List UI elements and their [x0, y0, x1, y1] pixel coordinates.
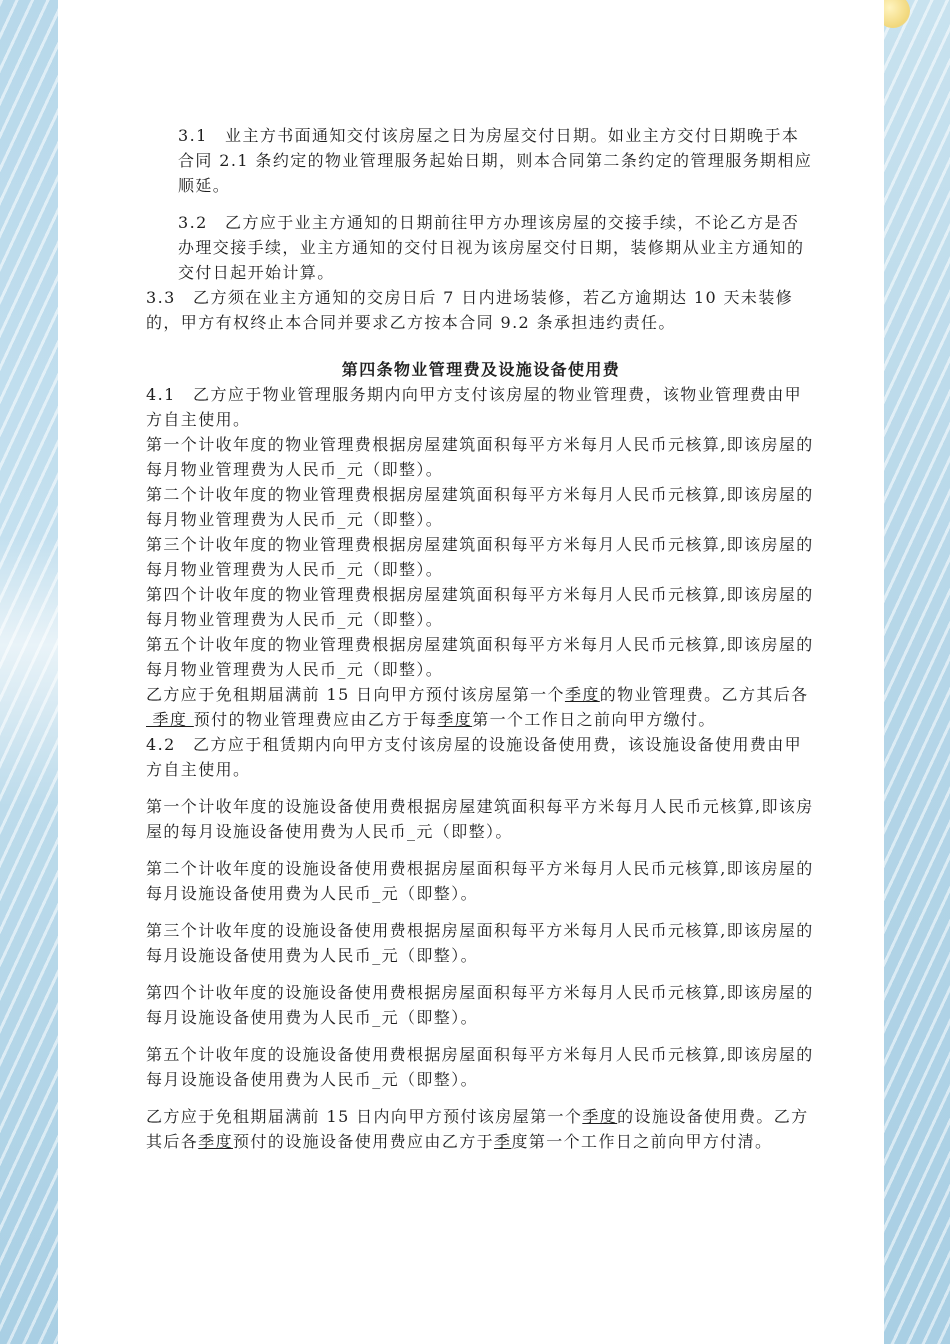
mgmt-fee-year-4: 第四个计收年度的物业管理费根据房屋建筑面积每平方米每月人民币元核算,即该房屋的每月物业管理费为人民币_元（即整）。 [146, 585, 814, 629]
document-page [58, 0, 884, 1344]
article-4-heading: 第四条物业管理费及设施设备使用费 [341, 360, 621, 379]
background-right [884, 0, 950, 1344]
mgmt-fee-year-5: 第五个计收年度的物业管理费根据房屋建筑面积每平方米每月人民币元核算,即该房屋的每月物业管理费为人民币_元（即整）。 [146, 635, 814, 679]
clause-3-2: 3.2 乙方应于业主方通知的日期前往甲方办理该房屋的交接手续，不论乙方是否办理交接手续，业主方通知的交付日视为该房屋交付日期，装修期从业主方通知的交付日起开始计算。 [178, 213, 805, 282]
document-content [146, 123, 816, 1154]
clause-3-1: 3.1 业主方书面通知交付该房屋之日为房屋交付日期。如业主方交付日期晚于本合同 2.1 条约定的物业管理服务起始日期，则本合同第二条约定的管理服务期相应顺延。 [178, 126, 813, 195]
clause-4-2: 4.2 乙方应于租赁期内向甲方支付该房屋的设施设备使用费，该设施设备使用费由甲方自主使用。 [146, 735, 803, 779]
mgmt-fee-year-2: 第二个计收年度的物业管理费根据房屋建筑面积每平方米每月人民币元核算,即该房屋的每月物业管理费为人民币_元（即整）。 [146, 485, 814, 529]
background-left [0, 0, 58, 1344]
equip-fee-year-3: 第三个计收年度的设施设备使用费根据房屋面积每平方米每月人民币元核算,即该房屋的每月设施设备使用费为人民币_元（即整）。 [146, 921, 814, 965]
clause-4-1: 4.1 乙方应于物业管理服务期内向甲方支付该房屋的物业管理费，该物业管理费由甲方自主使用。 [146, 385, 803, 429]
mgmt-fee-year-1: 第一个计收年度的物业管理费根据房屋建筑面积每平方米每月人民币元核算,即该房屋的每月物业管理费为人民币_元（即整）。 [146, 435, 814, 479]
clause-3-3: 3.3 乙方须在业主方通知的交房日后 7 日内进场装修，若乙方逾期达 10 天未装修的，甲方有权终止本合同并要求乙方按本合同 9.2 条承担违约责任。 [146, 288, 794, 332]
equip-fee-year-5: 第五个计收年度的设施设备使用费根据房屋面积每平方米每月人民币元核算,即该房屋的每月设施设备使用费为人民币_元（即整）。 [146, 1045, 814, 1089]
equip-fee-prepay: 乙方应于免租期届满前 15 日内向甲方预付该房屋第一个季度的设施设备使用费。乙方其后各季度预付的设施设备使用费应由乙方于季度第一个工作日之前向甲方付清。 [146, 1107, 809, 1151]
equip-fee-year-1: 第一个计收年度的设施设备使用费根据房屋建筑面积每平方米每月人民币元核算,即该房屋的每月设施设备使用费为人民币_元（即整）。 [146, 797, 814, 841]
mgmt-fee-prepay: 乙方应于免租期届满前 15 日向甲方预付该房屋第一个季度的物业管理费。乙方其后各 季度 预付的物业管理费应由乙方于每季度第一个工作日之前向甲方缴付。 [146, 685, 809, 729]
equip-fee-year-4: 第四个计收年度的设施设备使用费根据房屋面积每平方米每月人民币元核算,即该房屋的每月设施设备使用费为人民币_元（即整）。 [146, 983, 814, 1027]
equip-fee-year-2: 第二个计收年度的设施设备使用费根据房屋面积每平方米每月人民币元核算,即该房屋的每月设施设备使用费为人民币_元（即整）。 [146, 859, 814, 903]
mgmt-fee-year-3: 第三个计收年度的物业管理费根据房屋建筑面积每平方米每月人民币元核算,即该房屋的每月物业管理费为人民币_元（即整）。 [146, 535, 814, 579]
